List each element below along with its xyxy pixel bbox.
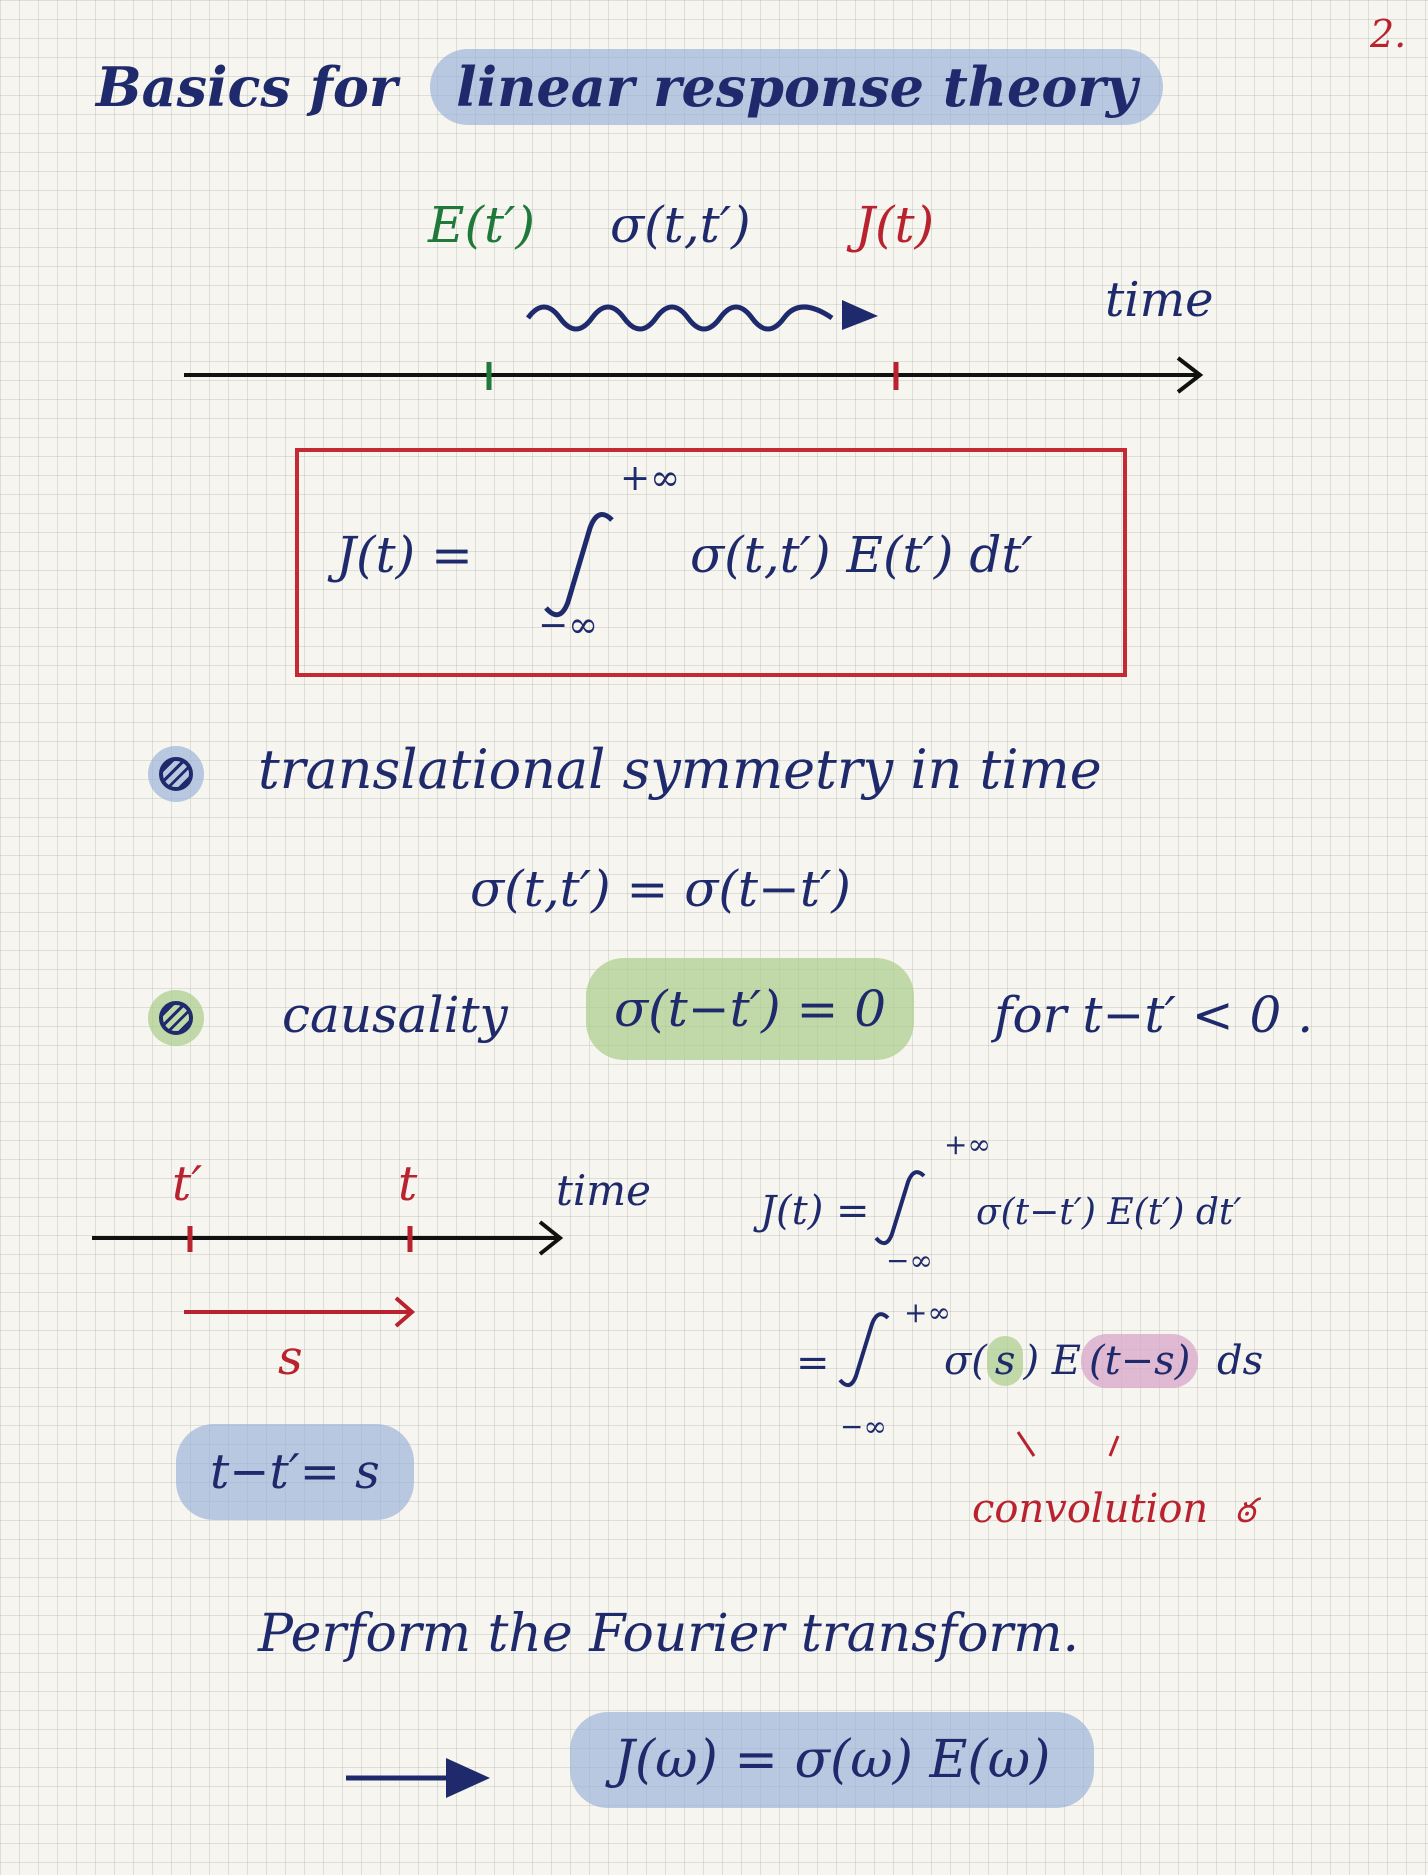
boxed-integrand: σ(t,t′) E(t′) dt′ [690,526,1033,584]
integral-sign-eq2 [840,1314,888,1385]
page-number: 2. [1370,12,1407,56]
time-label-bottom: time [556,1166,651,1215]
causality-label: causality [282,986,508,1044]
eq2-lower: −∞ [840,1410,887,1443]
e-field-label: E(t′) [428,196,535,254]
substitution-box: t−t′= s [176,1424,414,1520]
fourier-result: J(ω) = σ(ω) E(ω) [570,1712,1094,1808]
causality-highlight: σ(t−t′) = 0 [586,958,914,1060]
t-label: t [398,1156,418,1212]
eq2-sigma: σ( [944,1338,987,1384]
bullet-causality [148,990,204,1046]
eq1-lhs: J(t) = [760,1188,870,1234]
eq1-integrand: σ(t−t′) E(t′) dt′ [976,1192,1242,1233]
convolution-text: convolution [972,1486,1209,1532]
eq2-equals: = [796,1340,830,1386]
eq2-s-highlight: s [987,1336,1024,1386]
eq2-mid: ) E [1023,1338,1081,1384]
boxed-lower-limit: −∞ [538,605,599,646]
translational-equation: σ(t,t′) = σ(t−t′) [470,860,851,918]
t-prime-label: t′ [172,1156,203,1212]
title-highlight: linear response theory [430,49,1163,125]
convolution-pointer-left [1018,1432,1034,1456]
result-arrowhead [446,1758,490,1798]
eq2-ts-highlight: (t−s) [1081,1334,1198,1388]
integral-sign-eq1 [876,1172,924,1243]
smiley-icon: ఠ [1234,1491,1256,1531]
title-prefix: Basics for [96,55,398,119]
current-label: J(t) [855,196,935,254]
convolution-label [972,1486,1255,1539]
translational-heading: translational symmetry in time [258,738,1102,801]
boxed-lhs: J(t) = [336,526,473,584]
s-label: s [278,1330,303,1386]
eq1-upper: +∞ [944,1128,991,1161]
eq1-lower: −∞ [886,1244,933,1277]
eq2-upper: +∞ [904,1296,951,1329]
convolution-pointer-right [1110,1436,1118,1456]
causality-condition: for t−t′ < 0 . [994,986,1314,1044]
eq2-integrand [944,1338,1263,1384]
sigma-label: σ(t,t′) [610,196,751,254]
boxed-upper-limit: +∞ [620,458,681,499]
time-label-top: time [1105,272,1214,328]
fourier-text: Perform the Fourier transform. [258,1604,1080,1664]
wavy-arrowhead [842,300,878,330]
integral-sign-box [546,515,612,615]
bullet-translational [148,746,204,802]
eq2-ds: ds [1217,1338,1264,1384]
wavy-arrow [528,307,832,329]
